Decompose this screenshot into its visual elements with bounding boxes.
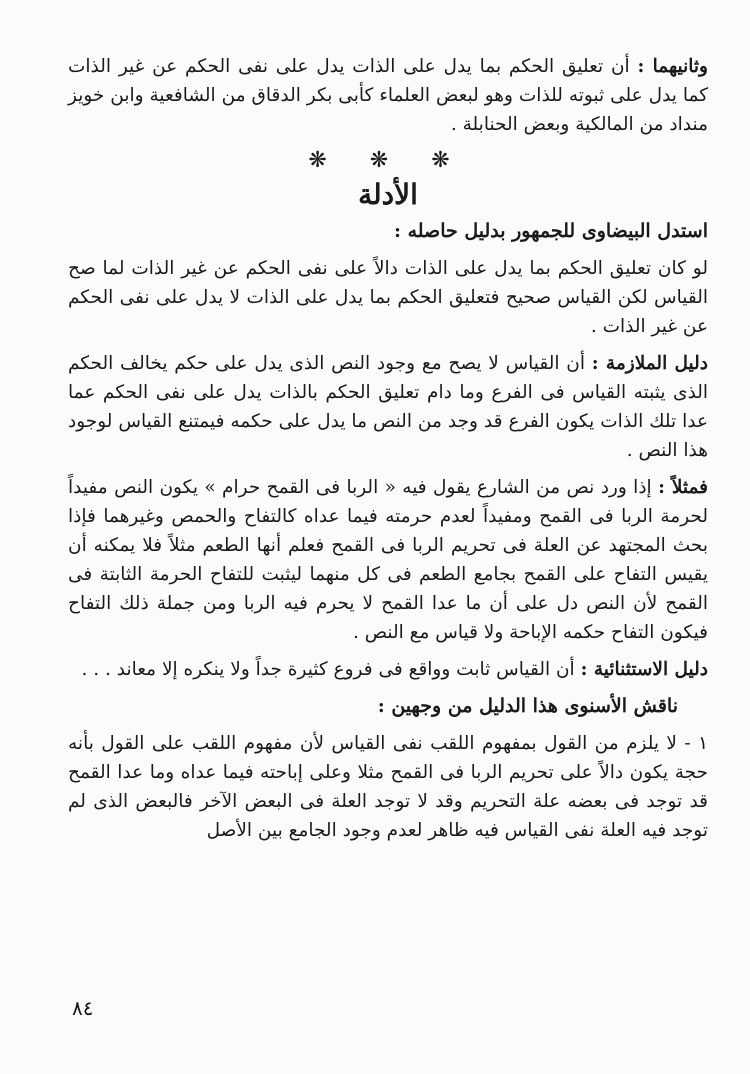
paragraph-second-opinion <box>68 52 708 139</box>
paragraph-text: إذا ورد نص من الشارع يقول فيه « الربا فى القمح حرام » يكون النص مفيداً لحرمة الربا فى القمح ومفيداً لعدم حرمته فيما عداه كالتفاح والحمص وغيرهما فإذا بحث المجتهد عن العلة فى تحريم الربا فى القمح فعلم أنها الطعم مثلاً فلا يمكنه أن يقيس التفاح على القمح بجامع الطعم فى كل منهما ليثبت للتفاح الحرمة الثابتة فى القمح لأن النص دل على أن ما عدا القمح لا يحرم فيه الربا ومن جملة ذلك التفاح فيكون التفاح حكمه الإباحة ولا قياس مع النص . <box>68 477 708 643</box>
section-title: الأدلة <box>358 178 418 211</box>
paragraph-text: أن تعليق الحكم بما يدل على الذات يدل على نفى الحكم عن غير الذات كما يدل على ثبوته للذات وهو لبعض العلماء كأبى بكر الدقاق من الشافعية وابن خويز منداد من المالكية وبعض الحنابلة . <box>68 56 708 135</box>
subheading-asnawi: ناقش الأسنوى هذا الدليل من وجهين : <box>377 695 678 717</box>
paragraph-mulazama <box>68 349 708 465</box>
paragraph-text: أن القياس ثابت وواقع فى فروع كثيرة جداً ولا ينكره إلا معاند . . . <box>81 659 581 680</box>
paragraph-lead: وثانيهما : <box>637 56 708 77</box>
page-number: ٨٤ <box>72 996 94 1020</box>
paragraph-first-response: ١ - لا يلزم من القول بمفهوم اللقب نفى القياس لأن مفهوم اللقب على القول بأنه حجة يكون دالاً على تحريم الربا فى القمح مثلا وعلى إباحته فيما عداه وما عدا القمح قد توجد فى بعضه علة التحريم وقد لا توجد العلة فى البعض الآخر فالبعض الذى لم توجد فيه العلة نفى القياس فيه ظاهر لعدم وجود الجامع بين الأصل <box>68 733 708 841</box>
page-body <box>68 52 708 853</box>
paragraph-example <box>68 473 708 647</box>
paragraph-lead: دليل الملازمة : <box>591 353 708 374</box>
paragraph-text: أن القياس لا يصح مع وجود النص الذى يدل على حكم يخالف الحكم الذى يثبته القياس فى الفرع وما دام تعليق الحكم بالذات يدل على نفى الحكم عما عدا تلك الذات يكون الفرع قد وجد من النص ما يدل على حكمه فيمتنع القياس لوجود هذا النص . <box>68 353 708 461</box>
section-separator: ❋ ❋ ❋ <box>308 148 468 173</box>
paragraph-lead: دليل الاستثنائية : <box>580 659 708 680</box>
paragraph-istithnaiya <box>68 655 708 684</box>
subheading-baydawi: استدل البيضاوى للجمهور بدليل حاصله : <box>393 220 708 242</box>
paragraph-lead: فمثلاً : <box>658 477 709 498</box>
paragraph-argument: لو كان تعليق الحكم بما يدل على الذات دالاً على نفى الحكم عن غير الذات لما صح القياس لكن القياس صحيح فتعليق الحكم بما يدل على الذات لا يدل على نفى الحكم عن غير الذات . <box>68 258 708 337</box>
